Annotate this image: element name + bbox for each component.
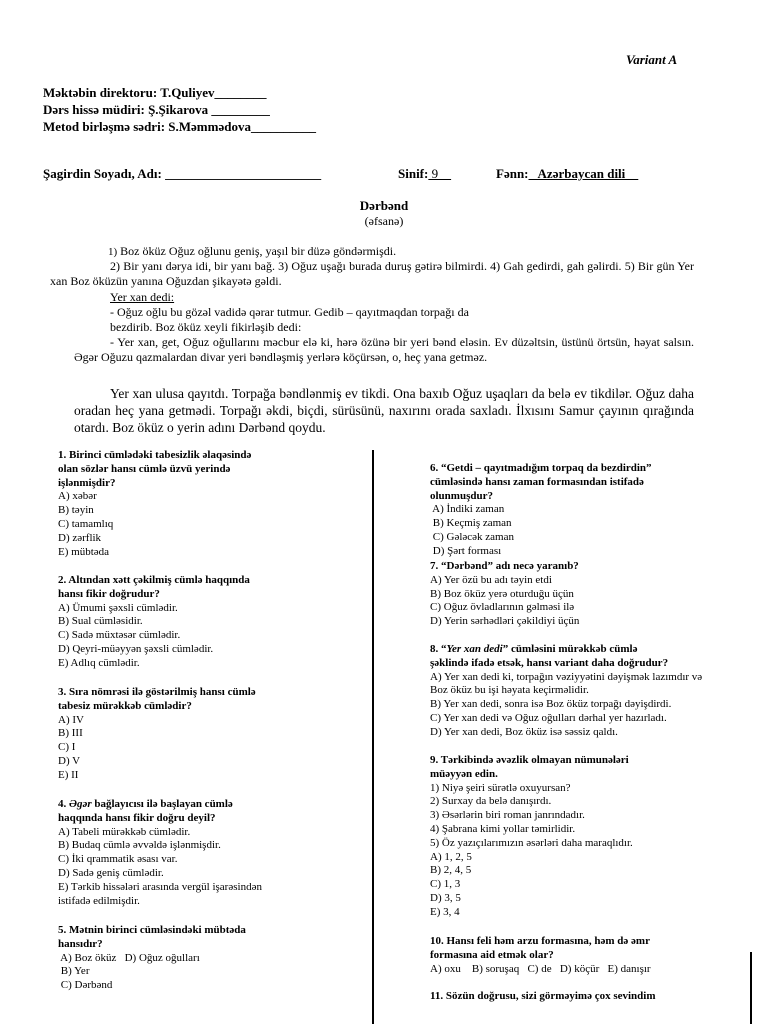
option: E) II bbox=[58, 768, 79, 781]
paragraph-5: - Yer xan, get, Oğuz oğullarını məcbur elə ki, hərə özünə bir yeri bənd eləsin. Ev düzəltsin, üstünü örtsün, həyat salsın. Əgər Oğuzu qazmalardan divar yeri bəndləşmiş yerlərə köçürsən, o, heç yana getməz. bbox=[74, 335, 694, 364]
option: D) zərflik bbox=[58, 531, 102, 544]
option: A) xəbər bbox=[58, 490, 97, 503]
option: 1) Niyə şeiri sürətlə oxuyursan? bbox=[430, 781, 571, 794]
paragraph-4a: - Oğuz oğlu bu gözəl vadidə qərar tutmur. Gedib – qayıtmaqdan torpağı da bbox=[110, 305, 469, 319]
option: B) Yer xan dedi, sonra isə Boz öküz torpağı dəyişdirdi. bbox=[430, 698, 672, 711]
option: A) Yer özü bu adı təyin etdi bbox=[430, 573, 552, 586]
option: A) IV bbox=[58, 713, 84, 726]
option: A) 1, 2, 5 bbox=[430, 850, 472, 863]
subject-field bbox=[496, 166, 638, 182]
question-4 bbox=[58, 798, 358, 908]
option: C) Yer xan dedi və Oğuz oğulları dərhal yer hazırladı. bbox=[430, 711, 667, 724]
stem-line: haqqında hansı fikir doğru deyil? bbox=[58, 811, 216, 824]
option: D) Sadə geniş cümlədir. bbox=[58, 866, 164, 879]
stem-line: formasına aid etmək olar? bbox=[430, 948, 554, 961]
option: A) İndiki zaman bbox=[430, 503, 505, 516]
option: D) Yerin sərhədləri çəkildiyi üçün bbox=[430, 615, 580, 628]
option: D) V bbox=[58, 754, 81, 767]
option: C) Oğuz övladlarının gəlməsi ilə bbox=[430, 601, 575, 614]
option: 5) Öz yazıçılarımızın əsərləri daha maraqlıdır. bbox=[430, 836, 633, 849]
question-5 bbox=[58, 924, 358, 993]
option: E) Adlıq cümlədir. bbox=[58, 656, 140, 669]
option: B) təyin bbox=[58, 504, 94, 517]
option: B) Budaq cümlə əvvəldə işlənmişdir. bbox=[58, 839, 221, 852]
question-3 bbox=[58, 686, 358, 783]
option: D) Qeyri-müəyyən şəxsli cümlədir. bbox=[58, 642, 214, 655]
option: 2) Surxay da belə danışırdı. bbox=[430, 795, 552, 808]
stem-line: 8. “Yer xan dedi” cümləsini mürəkkəb cümlə bbox=[430, 643, 638, 655]
option: B) Yer bbox=[58, 965, 90, 978]
method-chair-line: Metod birləşmə sədri: S.Məmmədova__________ bbox=[43, 119, 316, 134]
option: C) tamamlıq bbox=[58, 517, 114, 530]
subject-value: Azərbaycan dili bbox=[528, 166, 639, 181]
stem-line: cümləsində hansı zaman formasından istifadə bbox=[430, 475, 644, 488]
column-divider bbox=[372, 450, 374, 1024]
question-2-stem bbox=[58, 574, 358, 602]
variant-label: Variant A bbox=[626, 52, 678, 67]
paragraph-4b: bezdirib. Boz öküz xeyli fikirləşib dedi: bbox=[110, 320, 302, 334]
stem-line: 1. Birinci cümlədəki tabesizlik əlaqəsində bbox=[58, 449, 252, 461]
question-6 bbox=[430, 462, 760, 559]
director-line: Məktəbin direktoru: T.Quliyev________ bbox=[43, 85, 267, 100]
text-title: Dərbənd bbox=[359, 198, 409, 213]
stem-line: 5. Mətnin birinci cümləsindəki mübtəda bbox=[58, 924, 246, 936]
option: D) 3, 5 bbox=[430, 891, 461, 904]
deputy-line: Dərs hissə müdiri: Ş.Şikarova _________ bbox=[43, 102, 270, 117]
option: C) Sadə müxtəsər cümlədir. bbox=[58, 629, 181, 642]
class-label: Sinif: bbox=[398, 166, 429, 181]
stem-line: 10. Hansı feli həm arzu formasına, həm də əmr bbox=[430, 935, 650, 947]
option: A) oxu B) soruşaq C) de D) köçür E) danışır bbox=[430, 962, 651, 975]
stem-line: tabesiz mürəkkəb cümlədir? bbox=[58, 699, 192, 712]
option: A) Yer xan dedi ki, torpağın vəziyyətini dəyişmək lazımdır və bbox=[430, 670, 703, 683]
question-10-stem bbox=[430, 935, 760, 963]
question-1-stem bbox=[58, 449, 358, 490]
question-8-stem bbox=[430, 643, 760, 671]
option: C) Dərbənd bbox=[58, 979, 113, 992]
question-7-stem: 7. “Dərbənd” adı necə yaranıb? bbox=[430, 560, 579, 572]
option: B) Sual cümləsidir. bbox=[58, 615, 143, 628]
option: E) 3, 4 bbox=[430, 905, 460, 918]
question-5-stem bbox=[58, 924, 358, 952]
option: A) Boz öküz D) Oğuz oğulları bbox=[58, 951, 200, 964]
option: Boz öküz bu işi həyata keçirməlidir. bbox=[430, 684, 589, 697]
stem-line: 4. Əgər bağlayıcısı ilə başlayan cümlə bbox=[58, 798, 233, 810]
option: B) Keçmiş zaman bbox=[430, 517, 512, 530]
stem-line: şəklində ifadə etsək, hansı variant daha doğrudur? bbox=[430, 656, 669, 669]
option: E) mübtəda bbox=[58, 545, 110, 558]
paragraph-6: Yer xan ulusa qayıtdı. Torpağa bəndlənmiş ev tikdi. Ona baxıb Oğuz uşaqları da belə ev tikdilər. Oğuz daha oradan heç yana getmədi. Torpağı əkdi, biçdi, sürüsünü, naxırını orada saxladı. İlxısını Samur çayının qırağında otardı. Boz öküz o yerin adını Dərbənd qoydu. bbox=[74, 386, 694, 435]
stem-line: müəyyən edin. bbox=[430, 767, 498, 780]
subject-label: Fənn: bbox=[496, 166, 529, 181]
option: D) Yer xan dedi, Boz öküz isə səssiz qaldı. bbox=[430, 725, 618, 738]
stem-line: olan sözlər hansı cümlə üzvü yerində bbox=[58, 462, 231, 475]
option: B) III bbox=[58, 727, 83, 740]
class-value: 9 bbox=[428, 166, 452, 181]
option: istifadə edilmişdir. bbox=[58, 894, 140, 907]
option: A) Tabeli mürəkkəb cümlədir. bbox=[58, 825, 191, 838]
option: C) İki qrammatik əsası var. bbox=[58, 853, 178, 866]
stem-line: 9. Tərkibində əvəzlik olmayan nümunələri bbox=[430, 754, 629, 766]
stem-line: işlənmişdir? bbox=[58, 476, 116, 489]
question-11-stem: 11. Sözün doğrusu, sizi görməyimə çox sevindim bbox=[430, 990, 656, 1002]
option: 3) Əsərlərin biri roman janrındadır. bbox=[430, 809, 585, 822]
paragraph-3-underlined: Yer xan dedi: bbox=[110, 290, 175, 304]
paragraph-2: 2) Bir yanı dərya idi, bir yanı bağ. 3) Oğuz uşağı burada duruş gətirə bilmirdi. 4) Gah gedirdi, gah gəlirdi. 5) Bir gün Yer xan Boz öküzün yanına Oğuzdan şikayətə gəldi. bbox=[50, 259, 694, 288]
stem-line: hansıdır? bbox=[58, 937, 103, 950]
option: A) Ümumi şəxsli cümlədir. bbox=[58, 601, 178, 614]
question-7 bbox=[430, 560, 760, 629]
question-4-stem bbox=[58, 798, 358, 826]
stem-line: 6. “Getdi – qayıtmadığım torpaq da bezdirdin” bbox=[430, 462, 652, 474]
question-8 bbox=[430, 643, 760, 740]
p1-number: 1) bbox=[108, 246, 118, 258]
option: B) 2, 4, 5 bbox=[430, 864, 472, 877]
stem-line: olunmuşdur? bbox=[430, 489, 493, 502]
question-11 bbox=[430, 990, 760, 1004]
option: 4) Şabrana kimi yollar təmirlidir. bbox=[430, 822, 576, 835]
question-10 bbox=[430, 935, 760, 976]
class-field bbox=[398, 166, 451, 182]
question-1 bbox=[58, 449, 358, 559]
question-9 bbox=[430, 754, 760, 920]
student-name-label: Şagirdin Soyadı, Adı: ________________________ bbox=[43, 166, 322, 181]
question-6-stem bbox=[430, 462, 760, 503]
stem-line: 2. Altından xətt çəkilmiş cümlə haqqında bbox=[58, 574, 250, 586]
question-3-stem bbox=[58, 686, 358, 714]
question-9-stem bbox=[430, 754, 760, 782]
option: C) Gələcək zaman bbox=[430, 530, 514, 543]
option: C) 1, 3 bbox=[430, 878, 461, 891]
option: D) Şərt forması bbox=[430, 544, 502, 557]
paragraph-1 bbox=[74, 244, 694, 260]
question-2 bbox=[58, 574, 358, 671]
option: B) Boz öküz yerə oturduğu üçün bbox=[430, 587, 574, 600]
stem-line: 3. Sıra nömrəsi ilə göstərilmiş hansı cümlə bbox=[58, 686, 256, 698]
text-subtitle: (əfsanə) bbox=[364, 214, 404, 228]
stem-line: hansı fikir doğrudur? bbox=[58, 587, 160, 600]
p1-text: Boz öküz Oğuz oğlunu geniş, yaşıl bir düzə göndərmişdi. bbox=[117, 244, 397, 258]
option: C) I bbox=[58, 741, 76, 754]
option: E) Tərkib hissələri arasında vergül işarəsindən bbox=[58, 880, 262, 893]
